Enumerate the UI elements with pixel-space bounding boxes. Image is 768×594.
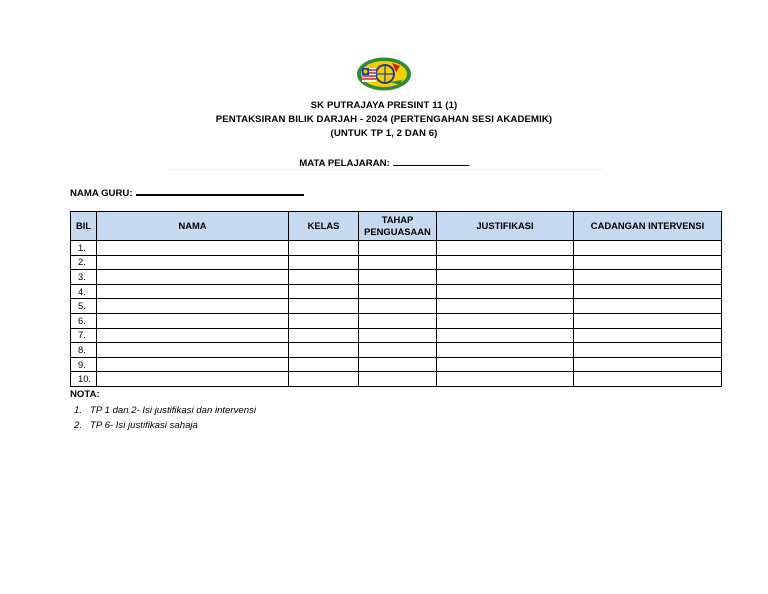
- nama-cell[interactable]: [97, 313, 289, 328]
- justifikasi-cell[interactable]: [437, 357, 574, 372]
- bil-cell: 4.: [71, 284, 97, 299]
- kelas-cell[interactable]: [289, 313, 359, 328]
- table-row: [71, 343, 722, 358]
- table-row: [71, 372, 722, 387]
- kelas-cell[interactable]: [289, 328, 359, 343]
- intervensi-cell[interactable]: [574, 343, 722, 358]
- tahap-cell[interactable]: [359, 241, 437, 256]
- bil-cell: 5.: [71, 299, 97, 314]
- intervensi-cell[interactable]: [574, 284, 722, 299]
- table-row: [71, 270, 722, 285]
- justifikasi-cell[interactable]: [437, 343, 574, 358]
- tahap-cell[interactable]: [359, 284, 437, 299]
- note-number: 1.: [74, 405, 83, 416]
- school-name: SK PUTRAJAYA PRESINT 11 (1): [310, 100, 458, 111]
- table-row: [71, 255, 722, 270]
- intervensi-cell[interactable]: [574, 270, 722, 285]
- table-row: [71, 241, 722, 256]
- nama-cell[interactable]: [97, 255, 289, 270]
- bil-cell: 9.: [71, 357, 97, 372]
- bil-cell: 1.: [71, 241, 97, 256]
- kelas-cell[interactable]: [289, 284, 359, 299]
- note-item: [74, 418, 256, 433]
- nama-cell[interactable]: [97, 241, 289, 256]
- note-text: TP 1 dan 2- Isi justifikasi dan intervensi: [90, 405, 257, 416]
- column-header-nama: NAMA: [97, 212, 289, 241]
- tahap-cell[interactable]: [359, 343, 437, 358]
- tahap-cell[interactable]: [359, 328, 437, 343]
- kelas-cell[interactable]: [289, 372, 359, 387]
- notes-list: [74, 403, 256, 433]
- bil-cell: 7.: [71, 328, 97, 343]
- kelas-cell[interactable]: [289, 299, 359, 314]
- tahap-cell[interactable]: [359, 313, 437, 328]
- table-row: [71, 357, 722, 372]
- tahap-cell[interactable]: [359, 372, 437, 387]
- table-row: [71, 284, 722, 299]
- nama-cell[interactable]: [97, 299, 289, 314]
- nama-cell[interactable]: [97, 372, 289, 387]
- nama-cell[interactable]: [97, 343, 289, 358]
- table-header-row: [71, 212, 722, 241]
- intervensi-cell[interactable]: [574, 313, 722, 328]
- school-logo: [356, 56, 412, 92]
- tahap-cell[interactable]: [359, 270, 437, 285]
- bil-cell: 3.: [71, 270, 97, 285]
- divider: [168, 169, 602, 170]
- teacher-field: [70, 185, 304, 199]
- intervensi-cell[interactable]: [574, 255, 722, 270]
- kelas-cell[interactable]: [289, 255, 359, 270]
- note-number: 2.: [74, 420, 83, 431]
- bil-cell: 10.: [71, 372, 97, 387]
- kelas-cell[interactable]: [289, 357, 359, 372]
- nama-cell[interactable]: [97, 284, 289, 299]
- justifikasi-cell[interactable]: [437, 241, 574, 256]
- assessment-scope: (UNTUK TP 1, 2 DAN 6): [330, 128, 438, 139]
- intervensi-cell[interactable]: [574, 357, 722, 372]
- kelas-cell[interactable]: [289, 343, 359, 358]
- column-header-bil: BIL: [71, 212, 97, 241]
- subject-label: MATA PELAJARAN:: [299, 158, 390, 169]
- justifikasi-cell[interactable]: [437, 284, 574, 299]
- bil-cell: 2.: [71, 255, 97, 270]
- bil-cell: 6.: [71, 313, 97, 328]
- tahap-cell[interactable]: [359, 357, 437, 372]
- nama-cell[interactable]: [97, 270, 289, 285]
- kelas-cell[interactable]: [289, 270, 359, 285]
- column-header-tahap-penguasaan: TAHAP PENGUASAAN: [359, 212, 437, 241]
- tahap-cell[interactable]: [359, 299, 437, 314]
- nama-cell[interactable]: [97, 328, 289, 343]
- column-header-kelas: KELAS: [289, 212, 359, 241]
- note-text: TP 6- Isi justifikasi sahaja: [90, 420, 198, 431]
- table-row: [71, 313, 722, 328]
- kelas-cell[interactable]: [289, 241, 359, 256]
- justifikasi-cell[interactable]: [437, 299, 574, 314]
- table-row: [71, 328, 722, 343]
- notes-title: NOTA:: [70, 389, 100, 400]
- nama-cell[interactable]: [97, 357, 289, 372]
- justifikasi-cell[interactable]: [437, 313, 574, 328]
- intervensi-cell[interactable]: [574, 241, 722, 256]
- bil-cell: 8.: [71, 343, 97, 358]
- justifikasi-cell[interactable]: [437, 255, 574, 270]
- teacher-label: NAMA GURU:: [70, 188, 133, 199]
- subject-blank[interactable]: [393, 156, 469, 166]
- justifikasi-cell[interactable]: [437, 270, 574, 285]
- justifikasi-cell[interactable]: [437, 372, 574, 387]
- justifikasi-cell[interactable]: [437, 328, 574, 343]
- note-item: [74, 403, 256, 418]
- assessment-title: PENTAKSIRAN BILIK DARJAH - 2024 (PERTENGAHAN SESI AKADEMIK): [215, 114, 553, 125]
- column-header-cadangan-intervensi: CADANGAN INTERVENSI: [574, 212, 722, 241]
- assessment-table: [70, 211, 722, 387]
- teacher-blank[interactable]: [136, 185, 304, 196]
- intervensi-cell[interactable]: [574, 328, 722, 343]
- intervensi-cell[interactable]: [574, 372, 722, 387]
- table-row: [71, 299, 722, 314]
- column-header-justifikasi: JUSTIFIKASI: [437, 212, 574, 241]
- intervensi-cell[interactable]: [574, 299, 722, 314]
- tahap-cell[interactable]: [359, 255, 437, 270]
- subject-field: [0, 156, 768, 169]
